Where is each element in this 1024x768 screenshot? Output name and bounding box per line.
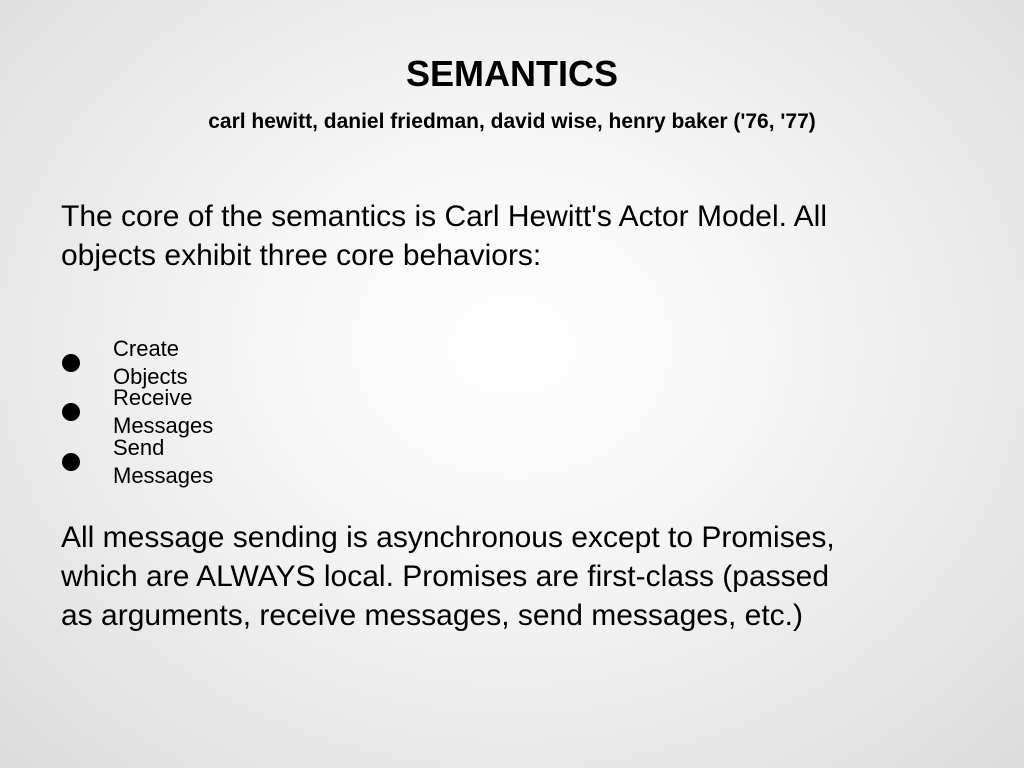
behavior-list (61, 335, 214, 488)
closing-paragraph: All message sending is asynchronous except to Promises, which are ALWAYS local. Promises are first-class (passed as arguments, receive messages, send messages, etc.) (61, 521, 835, 632)
list-item (61, 434, 214, 488)
list-item (61, 385, 214, 439)
intro-paragraph: The core of the semantics is Carl Hewitt's Actor Model. All objects exhibit three core behaviors: (61, 200, 828, 272)
slide-subtitle: carl hewitt, daniel friedman, david wise, henry baker ('76, '77) (208, 110, 816, 133)
bullet-icon (62, 403, 80, 421)
list-item (61, 335, 188, 389)
bullet-icon (62, 453, 80, 471)
list-item-label: Send Messages (113, 434, 214, 488)
slide-title: SEMANTICS (405, 53, 618, 94)
list-item-label: Receive Messages (113, 385, 214, 439)
list-item-label: Create Objects (113, 335, 188, 389)
bullet-icon (62, 354, 80, 372)
